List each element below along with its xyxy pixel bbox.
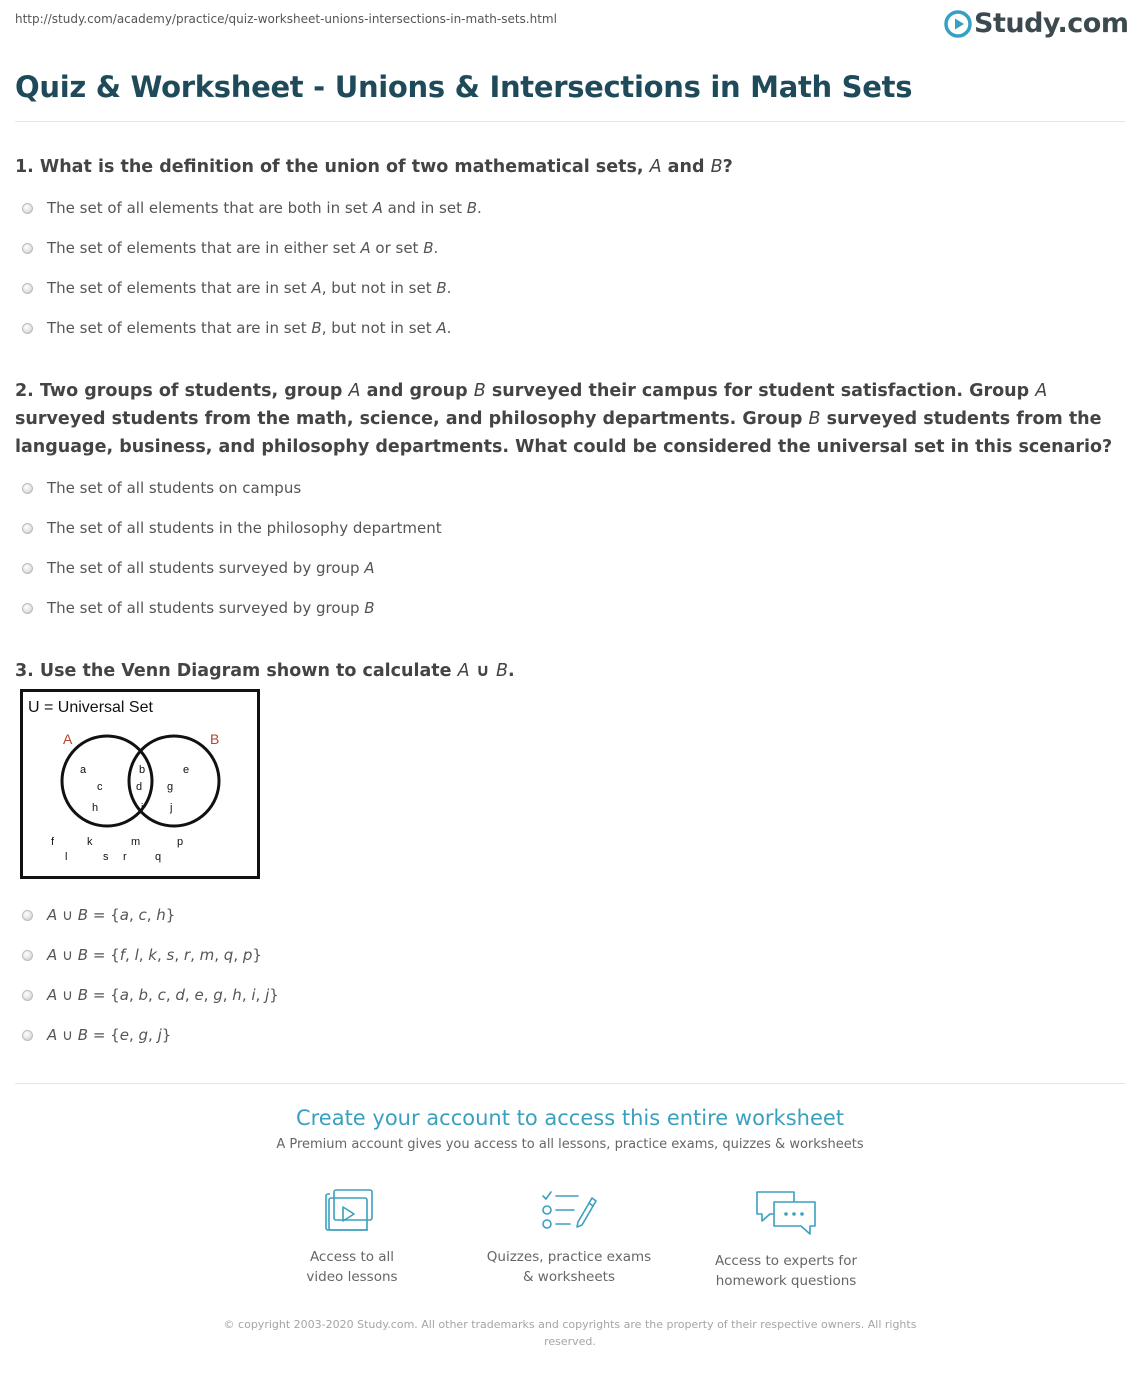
feature-experts <box>691 1188 881 1291</box>
venn-element-p: p <box>177 836 184 848</box>
answer-option[interactable] <box>22 518 442 538</box>
radio-button[interactable] <box>22 283 33 294</box>
question-1: 1. What is the definition of the union of two mathematical sets, A and B? <box>15 157 733 177</box>
radio-button[interactable] <box>22 563 33 574</box>
venn-element-m: m <box>131 836 141 848</box>
venn-element-c: c <box>97 781 103 793</box>
answer-text: A ∪ B = {e, g, j} <box>47 1026 172 1044</box>
answer-text: A ∪ B = {a, c, h} <box>47 906 176 924</box>
venn-element-a: a <box>80 764 87 776</box>
venn-element-e: e <box>183 764 190 776</box>
radio-button[interactable] <box>22 243 33 254</box>
answer-text: The set of elements that are in set A, but not in set B. <box>47 279 452 297</box>
answer-option[interactable] <box>22 318 451 338</box>
radio-button[interactable] <box>22 990 33 1001</box>
venn-element-q: q <box>155 851 162 863</box>
section-divider <box>15 1083 1125 1084</box>
answer-option[interactable] <box>22 278 451 298</box>
feature-label: Quizzes, practice exams & worksheets <box>486 1249 652 1285</box>
radio-button[interactable] <box>22 1030 33 1041</box>
answer-text: The set of elements that are in set B, but not in set A. <box>47 319 452 337</box>
venn-element-l: l <box>65 851 68 863</box>
radio-button[interactable] <box>22 323 33 334</box>
venn-diagram <box>20 689 260 879</box>
answer-text: A ∪ B = {f, l, k, s, r, m, q, p} <box>47 946 262 964</box>
feature-quizzes <box>474 1188 664 1287</box>
answer-option[interactable] <box>22 985 279 1005</box>
feature-label: Access to experts for homework questions <box>714 1253 857 1289</box>
venn-element-f: f <box>51 836 55 848</box>
venn-element-d: d <box>136 781 143 793</box>
radio-button[interactable] <box>22 950 33 961</box>
cta-title[interactable]: Create your account to access this entire worksheet <box>295 1106 845 1130</box>
brand-name: Study.com <box>974 8 1129 39</box>
feature-video-lessons <box>257 1188 447 1287</box>
answer-text: A ∪ B = {a, b, c, d, e, g, h, i, j} <box>47 986 279 1004</box>
radio-button[interactable] <box>22 523 33 534</box>
cta-subtitle: A Premium account gives you access to all lessons, practice exams, quizzes & worksheets <box>276 1137 864 1152</box>
page-title: Quiz & Worksheet - Unions & Intersections in Math Sets <box>15 70 913 104</box>
set-b-label: B <box>210 731 220 747</box>
universal-set-label: U = Universal Set <box>28 699 153 716</box>
venn-element-j: j <box>170 802 173 814</box>
venn-element-h: h <box>92 802 99 814</box>
answer-option[interactable] <box>22 478 301 498</box>
answer-option[interactable] <box>22 905 175 925</box>
radio-button[interactable] <box>22 483 33 494</box>
venn-element-k: k <box>87 836 93 848</box>
chat-bubbles-icon <box>754 1188 818 1238</box>
page-url: http://study.com/academy/practice/quiz-worksheet-unions-intersections-in-math-sets.html <box>15 12 557 26</box>
video-lessons-icon <box>323 1188 381 1234</box>
answer-text: The set of all students surveyed by group B <box>47 599 375 617</box>
answer-text: The set of all students surveyed by group A <box>47 559 375 577</box>
answer-text: The set of all students on campus <box>47 479 302 497</box>
answer-option[interactable] <box>22 1025 171 1045</box>
answer-option[interactable] <box>22 238 438 258</box>
venn-element-r: r <box>123 851 127 863</box>
title-divider <box>15 121 1125 122</box>
answer-text: The set of elements that are in either set A or set B. <box>47 239 439 257</box>
set-a-label: A <box>63 731 73 747</box>
question-3: 3. Use the Venn Diagram shown to calculate A ∪ B. <box>15 661 515 681</box>
venn-element-b: b <box>139 764 146 776</box>
venn-element-s: s <box>103 851 109 863</box>
venn-element-i: i <box>141 802 144 814</box>
radio-button[interactable] <box>22 603 33 614</box>
radio-button[interactable] <box>22 203 33 214</box>
radio-button[interactable] <box>22 910 33 921</box>
study-logo[interactable] <box>944 8 1128 39</box>
answer-option[interactable] <box>22 945 262 965</box>
feature-label: Access to all video lessons <box>306 1249 398 1285</box>
answer-text: The set of all elements that are both in set A and in set B. <box>47 199 482 217</box>
venn-element-g: g <box>167 781 174 793</box>
answer-text: The set of all students in the philosophy department <box>47 519 442 537</box>
copyright-notice: © copyright 2003-2020 Study.com. All other trademarks and copyrights are the property of their respective owners. All rights reserved. <box>223 1318 917 1348</box>
quiz-checklist-icon <box>540 1188 598 1234</box>
answer-option[interactable] <box>22 198 482 218</box>
answer-option[interactable] <box>22 598 375 618</box>
question-2: 2. Two groups of students, group A and group B surveyed their campus for student satisfaction. Group A surveyed students from the math, science, and philosophy departments. Group B surveyed students from the language, business, and philosophy departments. What could be considered the universal set in this scenario? <box>15 381 1113 457</box>
play-circle-icon <box>944 10 972 38</box>
answer-option[interactable] <box>22 558 375 578</box>
